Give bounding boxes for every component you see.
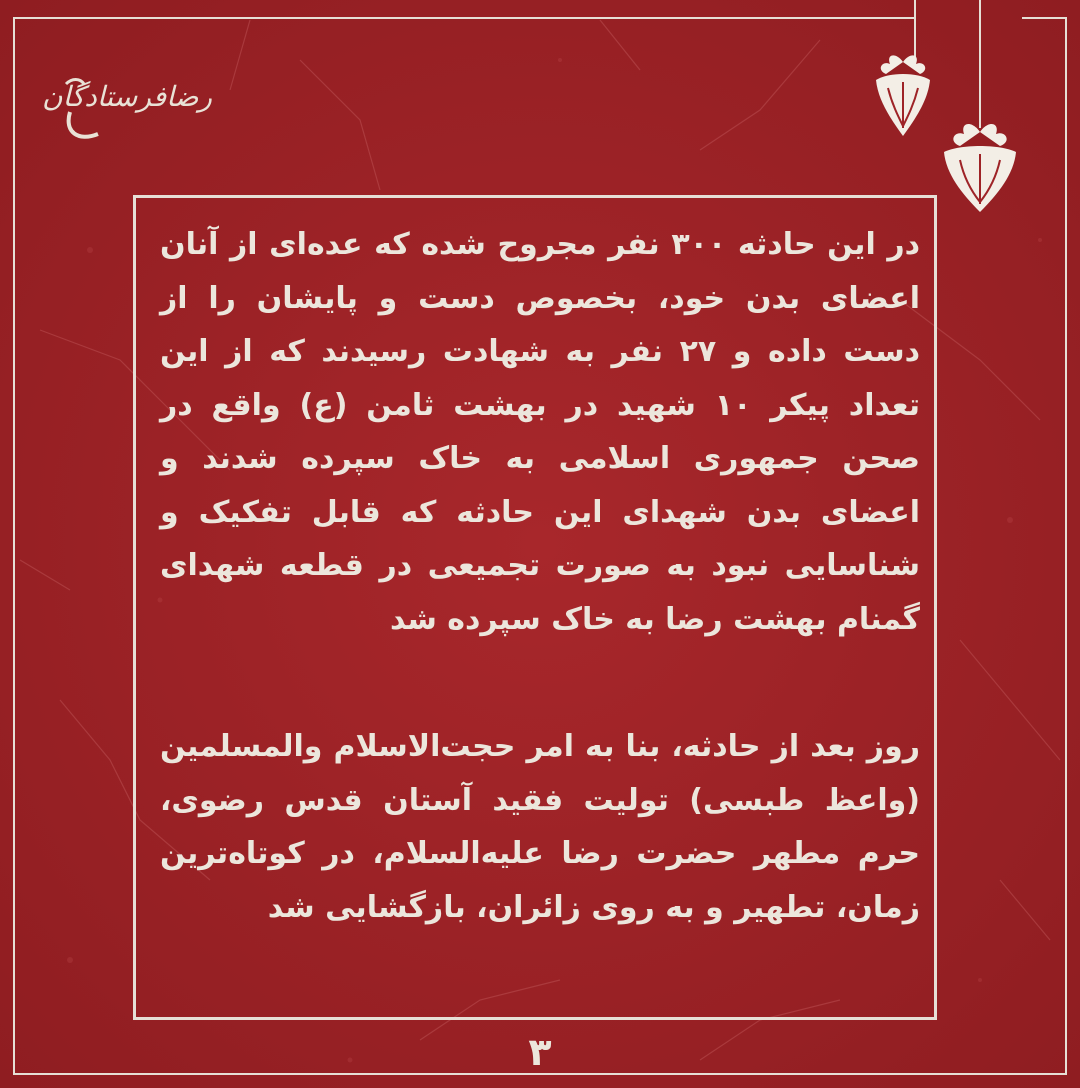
- hanging-lantern-icon: [868, 0, 938, 145]
- paragraph-2: روز بعد از حادثه، بنا به امر حجت‌الاسلام والمسلمین (واعظ طبسی) تولیت فقید آستان قدس رضوی، حرم مطهر حضرت رضا علیه‌السلام، در کوتاه‌ترین زمان، تطهیر و به روی زائران، بازگشایی شد: [160, 729, 920, 925]
- brand-logo: رضافرستادگان: [42, 80, 212, 113]
- page-number: ۳: [528, 1030, 552, 1074]
- paragraph-1: در این حادثه ۳۰۰ نفر مجروح شده که عده‌ای از آنان اعضای بدن خود، بخصوص دست و پایشان را از دست داده و ۲۷ نفر به شهادت رسیدند که از این تعداد پیکر ۱۰ شهید در بهشت ثامن (ع) واقع در صحن جمهوری اسلامی به خاک سپرده شدند و اعضای بدن شهدای این حادثه که قابل تفکیک و شناسایی نبود به صورت تجمیعی در قطعه شهدای گمنام بهشت رضا به خاک سپرده شد: [160, 227, 921, 637]
- hanging-lantern-icon: [938, 0, 1022, 215]
